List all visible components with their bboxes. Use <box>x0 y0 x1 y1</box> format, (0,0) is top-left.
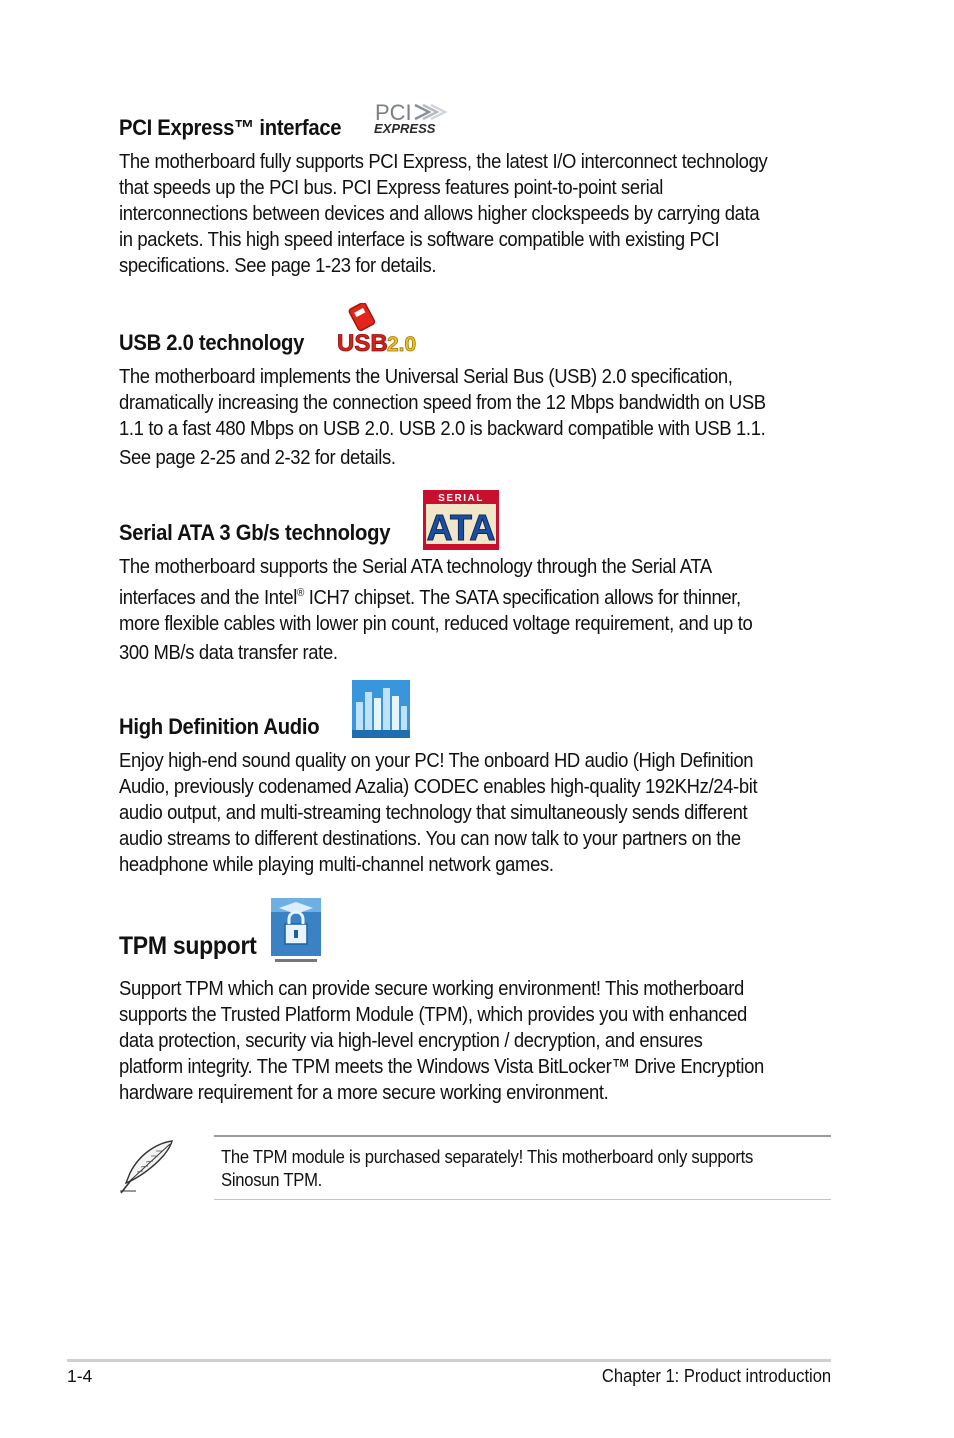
serial-logo-text: SERIAL <box>438 493 484 504</box>
footer-divider <box>67 1359 831 1362</box>
feather-icon <box>118 1139 176 1195</box>
section-title-pci-express: PCI Express™ interface <box>119 115 342 140</box>
chapter-title: Chapter 1: Product introduction <box>601 1366 831 1386</box>
section-body-tpm-support: Support TPM which can provide secure working environment! This motherboard supports the Trusted Platform Module (TPM), which provides you with enhanced data protection, security via high-level encryption / decryption, and ensures platform integrity. The TPM meets the Windows Vista BitLocker™ Drive Encryption hardware requirement for a more secure working environment. <box>119 977 764 1104</box>
section-title-hd-audio: High Definition Audio <box>119 714 320 739</box>
note-text: The TPM module is purchased separately! This motherboard only supports Sinosun TPM. <box>221 1146 754 1190</box>
express-logo-text: EXPRESS <box>374 121 436 136</box>
section-body-hd-audio: Enjoy high-end sound quality on your PC! The onboard HD audio (High Definition Audio, previously codenamed Azalia) CODEC enables high-quality 192KHz/24-bit audio output, and multi-streaming technology that simultaneously sends different audio streams to different destinations. You can now talk to your partners on the headphone while playing multi-channel network games. <box>119 749 758 876</box>
section-body-usb-2: The motherboard implements the Universal Serial Bus (USB) 2.0 specification, dramatically increasing the connection speed from the 12 Mbps bandwidth on USB 1.1 to a fast 480 Mbps on USB 2.0. USB 2.0 is backward compatible with USB 1.1. See page 2-25 and 2-32 for details. <box>119 365 766 469</box>
section-title-serial-ata: Serial ATA 3 Gb/s technology <box>119 520 391 545</box>
serial-ata-logo <box>423 490 499 550</box>
usb-2-logo <box>335 303 427 355</box>
usb-version-logo-text: 2.0 <box>387 333 417 355</box>
pci-express-logo <box>373 100 457 138</box>
pci-logo-text: PCI <box>375 100 412 125</box>
hd-audio-logo <box>352 680 410 738</box>
page-number: 1-4 <box>67 1366 93 1386</box>
usb-logo-text: USB <box>337 330 388 355</box>
note-box <box>214 1135 831 1200</box>
section-title-usb-2: USB 2.0 technology <box>119 330 305 355</box>
section-body-serial-ata: The motherboard supports the Serial ATA technology through the Serial ATA interfaces and the Intel® ICH7 chipset. The SATA specification allows for thinner, more flexible cables with lower pin count, reduced voltage requirement, and up to 300 MB/s data transfer rate. <box>119 555 753 664</box>
ata-logo-text: ATA <box>426 507 496 548</box>
tpm-support-logo <box>271 898 321 966</box>
section-title-tpm-support: TPM support <box>119 932 257 960</box>
section-body-pci-express: The motherboard fully supports PCI Express, the latest I/O interconnect technology that speeds up the PCI bus. PCI Express features point-to-point serial interconnections between devices and allows higher clockspeeds by carrying data in packets. This high speed interface is software compatible with existing PCI specifications. See page 1-23 for details. <box>119 150 768 277</box>
